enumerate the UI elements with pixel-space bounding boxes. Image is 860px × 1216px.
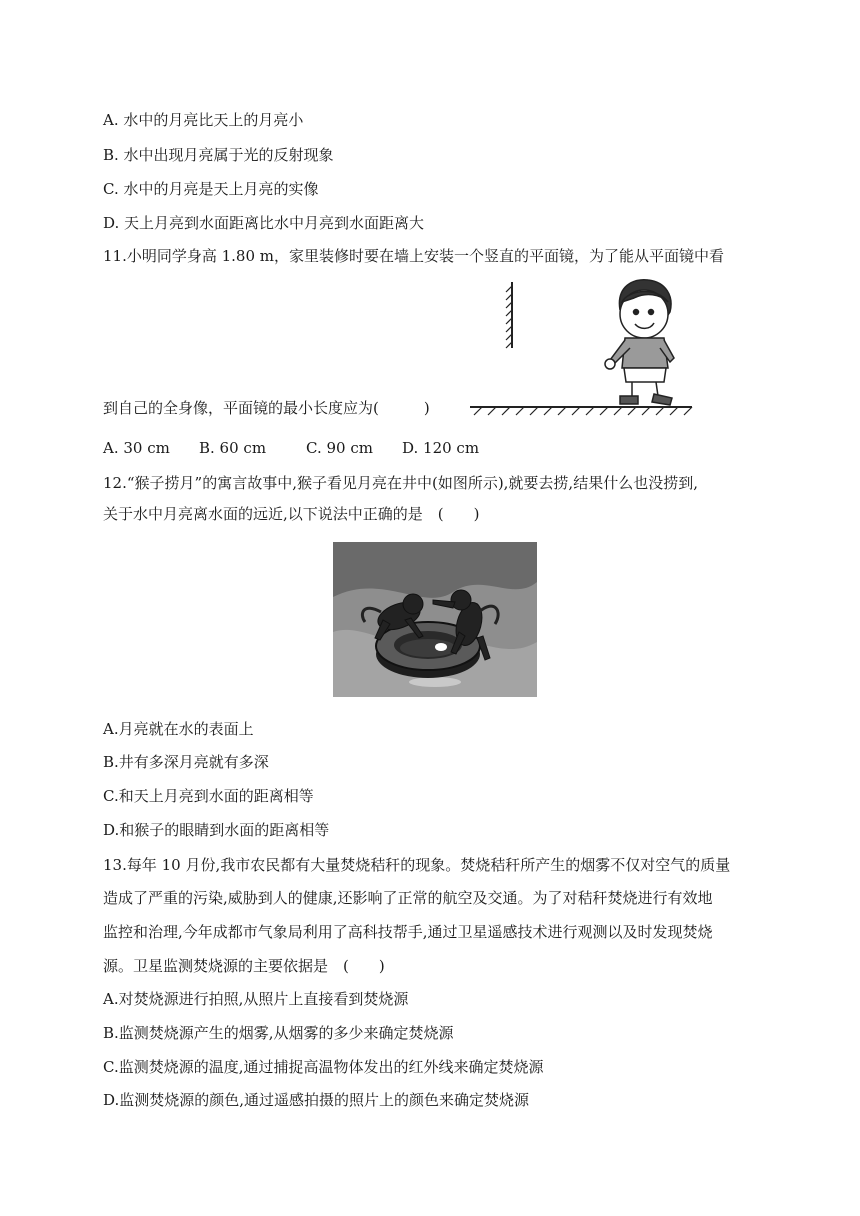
q11-stem-line2: 到自己的全身像，平面镜的最小长度应为( ) [103,399,430,417]
q11-option-d: D. 120 cm [402,439,480,457]
q13-option-c: C.监测焚烧源的温度,通过捕捉高温物体发出的红外线来确定焚烧源 [103,1058,544,1076]
q12-option-d: D.和猴子的眼睛到水面的距离相等 [103,821,330,839]
q11-option-a: A. 30 cm [103,439,170,457]
q13-stem-line2: 造成了严重的污染,威胁到人的健康,还影响了正常的航空及交通。为了对秸秆焚烧进行有效地 [103,889,713,907]
q12-stem-line1: 12.“猴子捞月”的寓言故事中,猴子看见月亮在井中(如图所示),就要去捞,结果什么也没捞到, [103,474,698,492]
q13-stem-line1: 13.每年 10 月份,我市农民都有大量焚烧秸秆的现象。焚烧秸秆所产生的烟雾不仅对空气的质量 [103,856,731,874]
q13-option-a: A.对焚烧源进行拍照,从照片上直接看到焚烧源 [103,990,409,1008]
q12-option-c: C.和天上月亮到水面的距离相等 [103,787,314,805]
boy-icon [605,280,674,405]
q10-option-b: B. 水中出现月亮属于光的反射现象 [103,146,334,164]
q13-stem-line4: 源。卫星监测焚烧源的主要依据是 ( ) [103,957,385,975]
q12-option-a: A.月亮就在水的表面上 [103,720,254,738]
q13-option-b: B.监测焚烧源产生的烟雾,从烟雾的多少来确定焚烧源 [103,1024,454,1042]
q12-stem-line2: 关于水中月亮离水面的远近,以下说法中正确的是 ( ) [103,505,480,523]
floor-icon [470,407,692,415]
moon-reflection-icon [435,643,447,651]
q10-option-c: C. 水中的月亮是天上月亮的实像 [103,180,319,198]
q11-option-b: B. 60 cm [199,439,267,457]
q11-stem-line1: 11.小明同学身高 1.80 m，家里装修时要在墙上安装一个竖直的平面镜，为了能从平面镜中看 [103,247,725,265]
q11-options [103,438,479,458]
mirror-icon [506,282,512,348]
q10-option-a: A. 水中的月亮比天上的月亮小 [103,111,304,129]
q13-stem-line3: 监控和治理,今年成都市气象局利用了高科技帮手,通过卫星遥感技术进行观测以及时发现焚烧 [103,923,713,941]
q10-option-d: D. 天上月亮到水面距离比水中月亮到水面距离大 [103,214,425,232]
monkeys-well-figure [333,542,537,697]
q13-option-d: D.监测焚烧源的颜色,通过遥感拍摄的照片上的颜色来确定焚烧源 [103,1091,530,1109]
q11-option-c: C. 90 cm [306,439,373,457]
mirror-boy-figure [470,272,700,417]
q12-option-b: B.井有多深月亮就有多深 [103,753,269,771]
